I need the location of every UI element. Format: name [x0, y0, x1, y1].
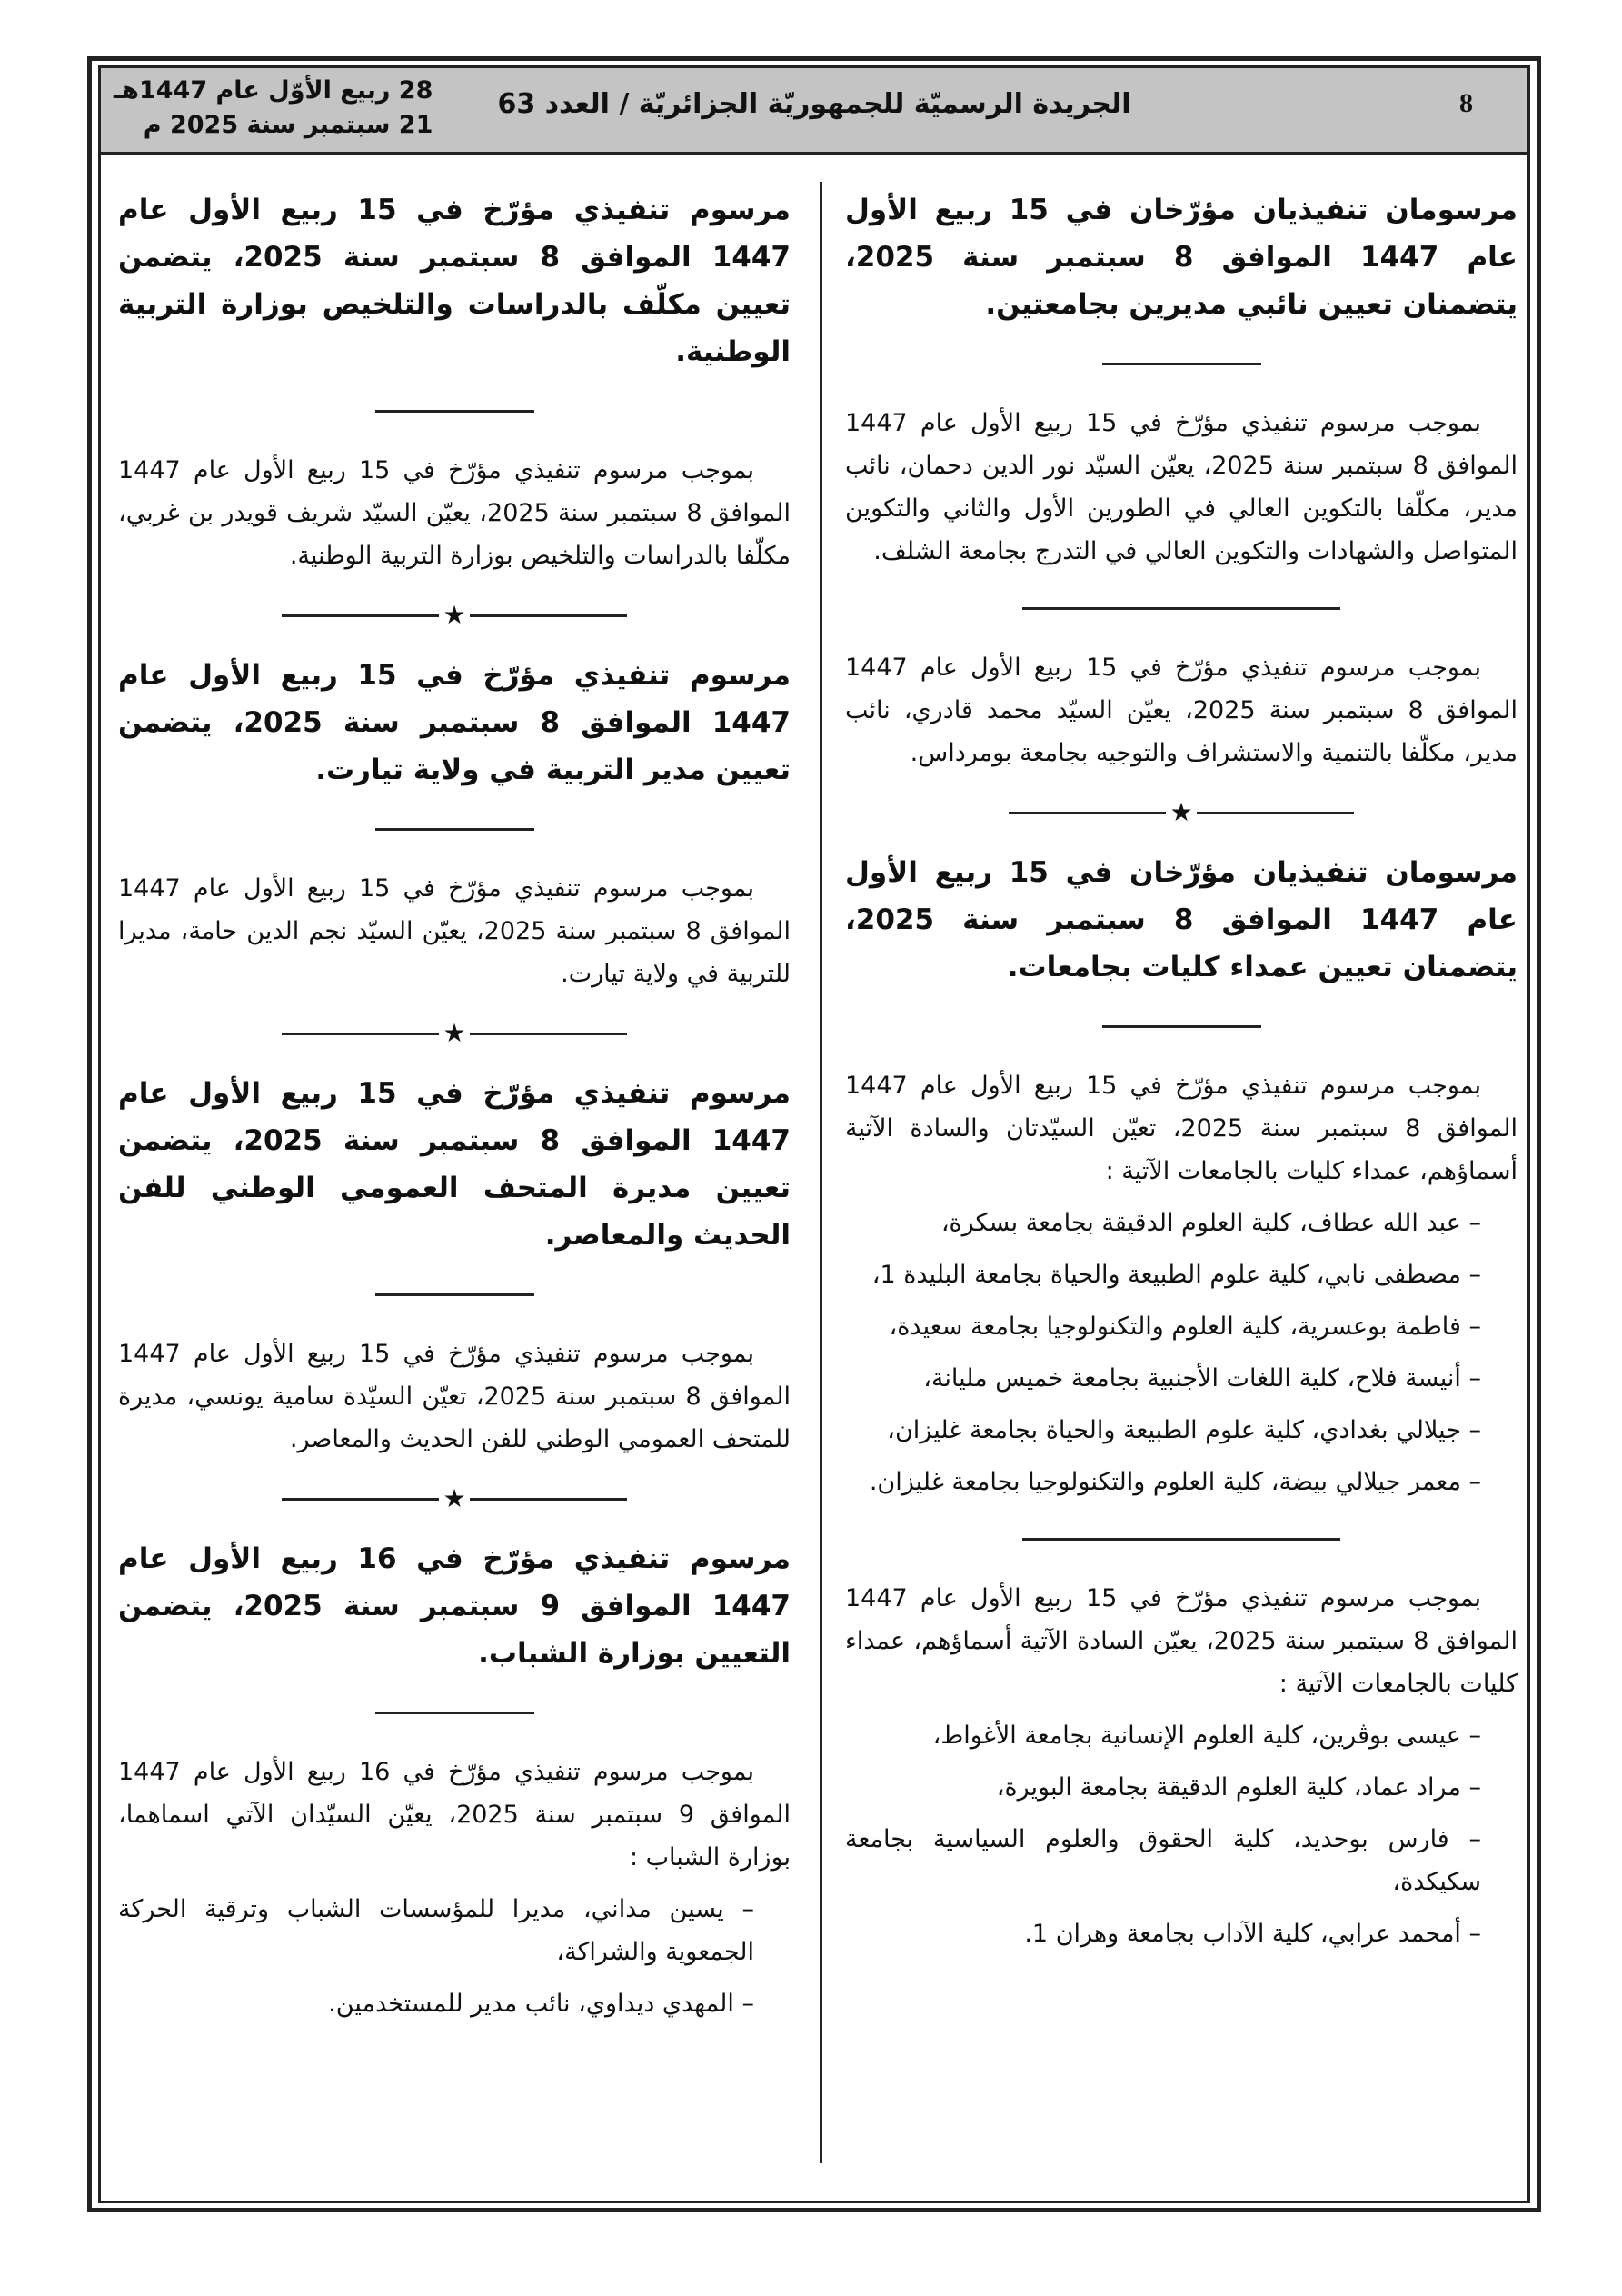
issue-date	[114, 74, 433, 143]
decree-title: مرسوم تنفيذي مؤرّخ في 15 ربيع الأول عام 1447 الموافق 8 سبتمبر سنة 2025، يتضمن تعيين مكلّف بالدراسات والتلخيص بوزارة التربية الوطنية.	[118, 194, 791, 368]
decree-title: مرسومان تنفيذيان مؤرّخان في 15 ربيع الأول عام 1447 الموافق 8 سبتمبر سنة 2025، يتضمنان تعيين عمداء كليات بجامعات.	[845, 856, 1518, 983]
section-separator	[375, 828, 534, 831]
section-separator	[375, 410, 534, 413]
appointee-list-item: – عبد الله عطاف، كلية العلوم الدقيقة بجامعة بسكرة،	[940, 1209, 1481, 1237]
star-icon: ★	[443, 1018, 466, 1048]
separator-line	[282, 614, 439, 617]
separator-line	[1009, 812, 1166, 814]
appointee-list-item: – فاطمة بوعسرية، كلية العلوم والتكنولوجيا بجامعة سعيدة،	[889, 1313, 1481, 1341]
separator-line	[470, 1033, 627, 1035]
decree-title: مرسوم تنفيذي مؤرّخ في 15 ربيع الأول عام 1447 الموافق 8 سبتمبر سنة 2025، يتضمن تعيين مدير التربية في ولاية تيارت.	[118, 659, 791, 786]
column-divider	[820, 182, 822, 2163]
date-gregorian: 21 سبتمبر سنة 2025 م	[143, 111, 433, 139]
star-separator	[282, 600, 627, 630]
appointee-list-item: – فارس بوحديد، كلية الحقوق والعلوم السياسية بجامعة سكيكدة،	[845, 1825, 1481, 1896]
appointee-list-item: – المهدي ديداوي، نائب مدير للمستخدمين.	[328, 1990, 754, 2018]
appointee-list-item: – أمحمد عرابي، كلية الآداب بجامعة وهران 1.	[1024, 1920, 1481, 1948]
appointee-list-item: – جيلالي بغدادي، كلية علوم الطبيعة والحياة بجامعة غليزان،	[887, 1416, 1481, 1444]
appointee-list-item: – يسين مداني، مديرا للمؤسسات الشباب وترقية الحركة الجمعوية والشراكة،	[118, 1895, 754, 1966]
section-separator	[1102, 363, 1261, 365]
page-number: 8	[1459, 88, 1473, 118]
decree-paragraph: بموجب مرسوم تنفيذي مؤرّخ في 15 ربيع الأول عام 1447 الموافق 8 سبتمبر سنة 2025، تعيّن السيّدتان والسادة الآتية أسماؤهم، عمداء كليات بالجامعات الآتية :	[845, 1072, 1518, 1185]
star-separator	[282, 1018, 627, 1048]
decree-title: مرسومان تنفيذيان مؤرّخان في 15 ربيع الأول عام 1447 الموافق 8 سبتمبر سنة 2025، يتضمنان تعيين نائبي مديرين بجامعتين.	[845, 194, 1518, 321]
gazette-title: الجريدة الرسميّة للجمهوريّة الجزائريّة / العدد 63	[497, 88, 1131, 120]
star-separator	[282, 1483, 627, 1513]
separator-line	[1197, 812, 1354, 814]
section-separator	[1102, 1025, 1261, 1028]
decree-paragraph: بموجب مرسوم تنفيذي مؤرّخ في 16 ربيع الأول عام 1447 الموافق 9 سبتمبر سنة 2025، يعيّن السيّدان الآتي اسماهما، بوزارة الشباب :	[118, 1758, 791, 1872]
appointee-list-item: – عيسى بوڤرين، كلية العلوم الإنسانية بجامعة الأغواط،	[932, 1722, 1481, 1750]
date-hijri: 28 ربيع الأوّل عام 1447هـ	[114, 76, 433, 105]
decree-paragraph: بموجب مرسوم تنفيذي مؤرّخ في 15 ربيع الأول عام 1447 الموافق 8 سبتمبر سنة 2025، يعيّن السيّد شريف قويدر بن غربي، مكلّفا بالدراسات والتلخيص بوزارة التربية الوطنية.	[118, 456, 791, 570]
decree-title: مرسوم تنفيذي مؤرّخ في 16 ربيع الأول عام 1447 الموافق 9 سبتمبر سنة 2025، يتضمن التعيين بوزارة الشباب.	[118, 1542, 791, 1670]
appointee-list-item: – مراد عماد، كلية العلوم الدقيقة بجامعة البويرة،	[996, 1773, 1481, 1802]
separator-line	[282, 1033, 439, 1035]
section-separator	[375, 1293, 534, 1296]
section-separator	[1022, 607, 1340, 610]
decree-paragraph: بموجب مرسوم تنفيذي مؤرّخ في 15 ربيع الأول عام 1447 الموافق 8 سبتمبر سنة 2025، يعيّن السيّد نور الدين دحمان، نائب مدير، مكلّفا بالتكوين العالي في الطورين الأول والثاني والتكوين المتواصل والشهادات والتكوين العالي في التدرج بجامعة الشلف.	[845, 409, 1518, 565]
left-column	[118, 186, 791, 2025]
section-separator	[375, 1712, 534, 1714]
appointee-list-item: – أنيسة فلاح، كلية اللغات الأجنبية بجامعة خميس مليانة،	[923, 1364, 1481, 1393]
decree-paragraph: بموجب مرسوم تنفيذي مؤرّخ في 15 ربيع الأول عام 1447 الموافق 8 سبتمبر سنة 2025، يعيّن السيّد محمد قادري، نائب مدير، مكلّفا بالتنمية والاستشراف والتوجيه بجامعة بومرداس.	[845, 654, 1518, 767]
decree-title: مرسوم تنفيذي مؤرّخ في 15 ربيع الأول عام 1447 الموافق 8 سبتمبر سنة 2025، يتضمن تعيين مديرة المتحف العمومي الوطني للفن الحديث والمعاصر.	[118, 1077, 791, 1252]
decree-paragraph: بموجب مرسوم تنفيذي مؤرّخ في 15 ربيع الأول عام 1447 الموافق 8 سبتمبر سنة 2025، تعيّن السيّدة سامية يونسي، مديرة للمتحف العمومي الوطني للفن الحديث والمعاصر.	[118, 1340, 791, 1453]
star-icon: ★	[443, 1483, 466, 1513]
star-separator	[1009, 797, 1354, 827]
star-icon: ★	[443, 600, 466, 630]
appointee-list-item: – مصطفى نابي، كلية علوم الطبيعة والحياة بجامعة البليدة 1،	[871, 1261, 1481, 1289]
section-separator	[1022, 1538, 1340, 1541]
separator-line	[282, 1498, 439, 1501]
star-icon: ★	[1169, 797, 1193, 827]
gazette-header	[101, 68, 1527, 155]
separator-line	[470, 614, 627, 617]
right-column	[845, 186, 1518, 1955]
decree-paragraph: بموجب مرسوم تنفيذي مؤرّخ في 15 ربيع الأول عام 1447 الموافق 8 سبتمبر سنة 2025، يعيّن السادة الآتية أسماؤهم، عمداء كليات بالجامعات الآتية :	[845, 1584, 1518, 1698]
separator-line	[470, 1498, 627, 1501]
appointee-list-item: – معمر جيلالي بيضة، كلية العلوم والتكنولوجيا بجامعة غليزان.	[869, 1468, 1481, 1496]
decree-paragraph: بموجب مرسوم تنفيذي مؤرّخ في 15 ربيع الأول عام 1447 الموافق 8 سبتمبر سنة 2025، يعيّن السيّد نجم الدين حامة، مديرا للتربية في ولاية تيارت.	[118, 874, 791, 988]
